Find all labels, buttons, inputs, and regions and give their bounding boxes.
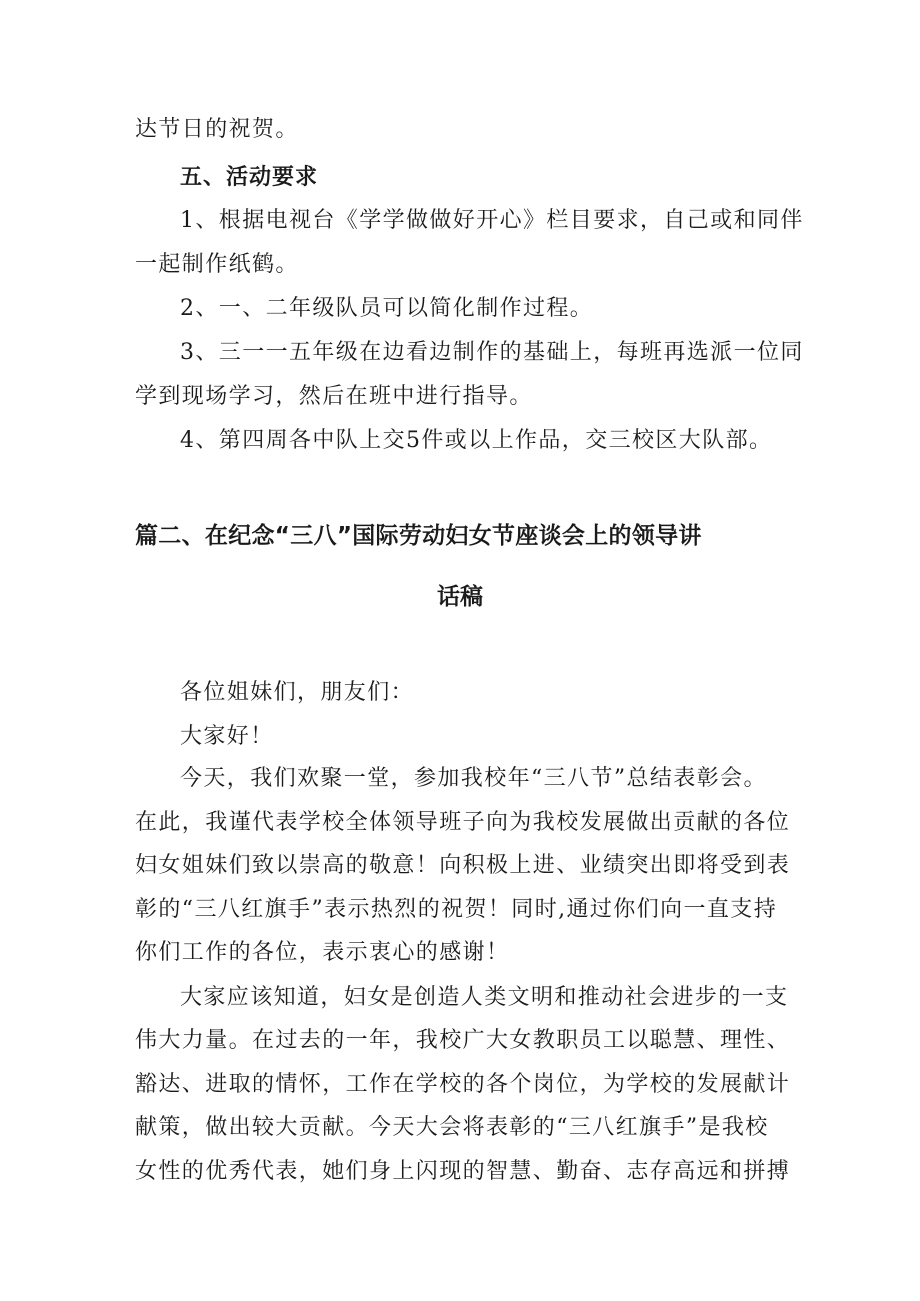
greeting: 各位姐妹们，朋友们： [180, 680, 415, 705]
list-item-3: 3、三一一五年级在边看边制作的基础上，每班再选派一位同 [180, 340, 804, 365]
section-heading: 五、活动要求 [180, 165, 319, 190]
list-item-1: 1、根据电视台《学学做做好开心》栏目要求，自己或和同伴 [180, 208, 804, 233]
list-item-3-cont: 学到现场学习，然后在班中进行指导。 [135, 384, 533, 409]
paragraph-line: 大家应该知道，妇女是创造人类文明和推动社会进步的一支 [180, 985, 789, 1010]
paragraph-line: 在此，我谨代表学校全体领导班子向为我校发展做出贡献的各位 [135, 810, 791, 835]
paragraph-line: 伟大力量。在过去的一年，我校广大女教职员工以聪慧、理性、 [135, 1028, 791, 1053]
paragraph-line: 彰的“三八红旗手”表示热烈的祝贺！同时,通过你们向一直支持 [135, 897, 778, 922]
list-item-4: 4、第四周各中队上交5件或以上作品，交三校区大队部。 [180, 428, 773, 453]
list-item-2: 2、一、二年级队员可以简化制作过程。 [180, 296, 594, 321]
paragraph-line: 你们工作的各位，表示衷心的感谢！ [135, 940, 510, 965]
paragraph-line: 豁达、进取的情怀，工作在学校的各个岗位，为学校的发展献计 [135, 1072, 791, 1097]
article-title: 篇二、在纪念“三八”国际劳动妇女节座谈会上的领导讲 [135, 523, 702, 549]
paragraph-line: 今天，我们欢聚一堂，参加我校年“三八节”总结表彰会。 [180, 766, 767, 791]
article-title-cont: 话稿 [437, 584, 483, 610]
salutation: 大家好！ [180, 724, 274, 749]
paragraph-line: 献策，做出较大贡献。今天大会将表彰的“三八红旗手”是我校 [135, 1115, 769, 1140]
paragraph-line: 妇女姐妹们致以崇高的敬意！向积极上进、业绩突出即将受到表 [135, 853, 791, 878]
body-text-line: 达节日的祝贺。 [135, 117, 299, 142]
paragraph-line: 女性的优秀代表，她们身上闪现的智慧、勤奋、志存高远和拼搏 [135, 1159, 791, 1184]
list-item-1-cont: 一起制作纸鹤。 [135, 252, 299, 277]
